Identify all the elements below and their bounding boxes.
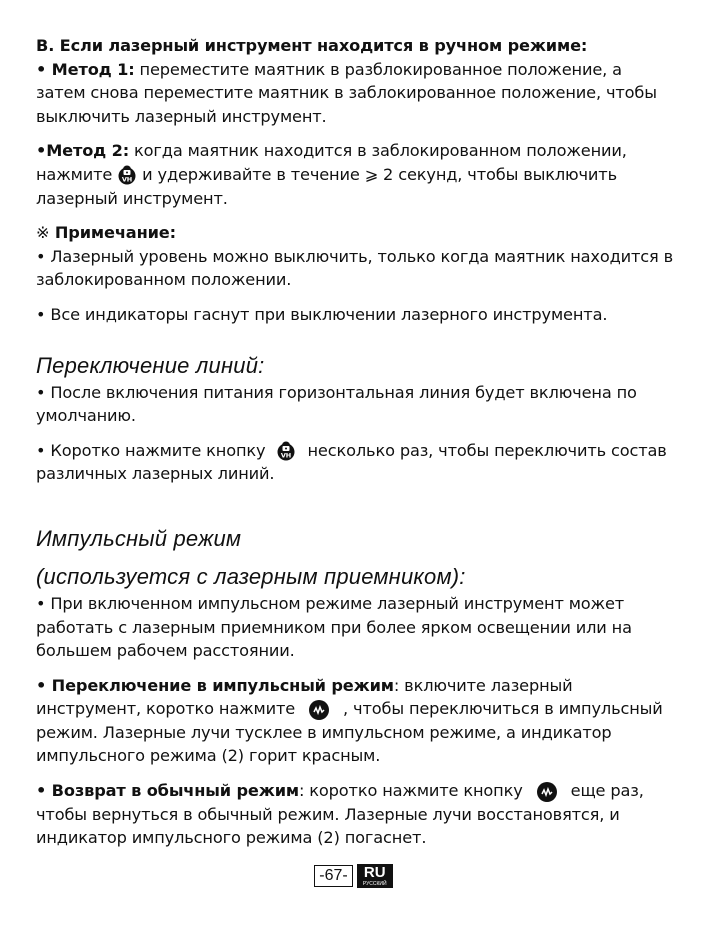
note-bullet-1: • Лазерный уровень можно выключить, только когда маятник находится в заблокированном положении. <box>36 246 674 290</box>
line-switch-bullet-1: • После включения питания горизонтальная линия будет включена по умолчанию. <box>36 382 637 426</box>
pulse-heading-2: (используется с лазерным приемником): <box>36 563 466 589</box>
note-bullet-2: • Все индикаторы гаснут при выключении лазерного инструмента. <box>36 304 608 324</box>
pulse-button-icon <box>536 781 558 803</box>
language-badge: RU РУССКИЙ <box>357 864 393 888</box>
pulse-intro: • При включенном импульсном режиме лазерный инструмент может работать с лазерным приемником при более ярком освещении или на большем рабочем расстоянии. <box>36 593 632 661</box>
method-1-text: переместите маятник в разблокированное положение, а затем снова переместите маятник в заблокированное положение, чтобы выключить лазерный инструмент. <box>36 59 657 126</box>
line-switch-heading: Переключение линий: <box>36 352 265 378</box>
manual-page <box>36 34 676 850</box>
method-2-text-b: и удерживайте в течение ⩾ 2 секунд, чтобы выключить лазерный инструмент. <box>36 164 617 208</box>
line-switch-bullet-2: • Коротко нажмите кнопку VH несколько раз, чтобы переключить состав различных лазерных линий. <box>36 440 667 484</box>
svg-text:VH: VH <box>122 175 133 184</box>
vh-button-icon <box>276 441 296 461</box>
method-2-paragraph: •Метод 2: когда маятник находится в заблокированном положении, нажмите VH и удерживайте в течение ⩾ 2 секунд, чтобы выключить лазерный инструмент. <box>36 141 627 208</box>
note-heading <box>36 221 676 245</box>
pulse-switch-label: • Переключение в импульсный режим <box>36 675 394 695</box>
section-b-heading: B. Если лазерный инструмент находится в ручном режиме: <box>36 36 588 55</box>
method-1-label: • Метод 1: <box>36 59 135 79</box>
pulse-return-paragraph: • Возврат в обычный режим: коротко нажмите кнопку еще раз, чтобы вернуться в обычный режим. Лазерные лучи восстановятся, и индикатор импульсного режима (2) погаснет. <box>36 781 644 848</box>
vh-button-icon <box>117 165 137 185</box>
page-footer <box>0 864 707 888</box>
pulse-switch-paragraph: • Переключение в импульсный режим: включите лазерный инструмент, коротко нажмите , чтобы переключиться в импульсный режим. Лазерные лучи тусклее в импульсном режиме, а индикатор импульсного режима (2) горит красным. <box>36 675 663 766</box>
pulse-return-label: • Возврат в обычный режим <box>36 781 299 801</box>
pulse-heading-1: Импульсный режим <box>36 525 242 551</box>
method-2-label: •Метод 2 <box>36 141 123 161</box>
page-number: -67- <box>314 865 352 887</box>
pulse-button-icon <box>308 699 330 721</box>
svg-text:VH: VH <box>281 451 292 460</box>
method-1-paragraph <box>36 58 676 129</box>
method-2-text-a: когда маятник находится в заблокированном положении, нажмите <box>36 141 627 184</box>
note-label: Примечание: <box>49 223 176 243</box>
note-symbol: ※ <box>36 223 50 243</box>
